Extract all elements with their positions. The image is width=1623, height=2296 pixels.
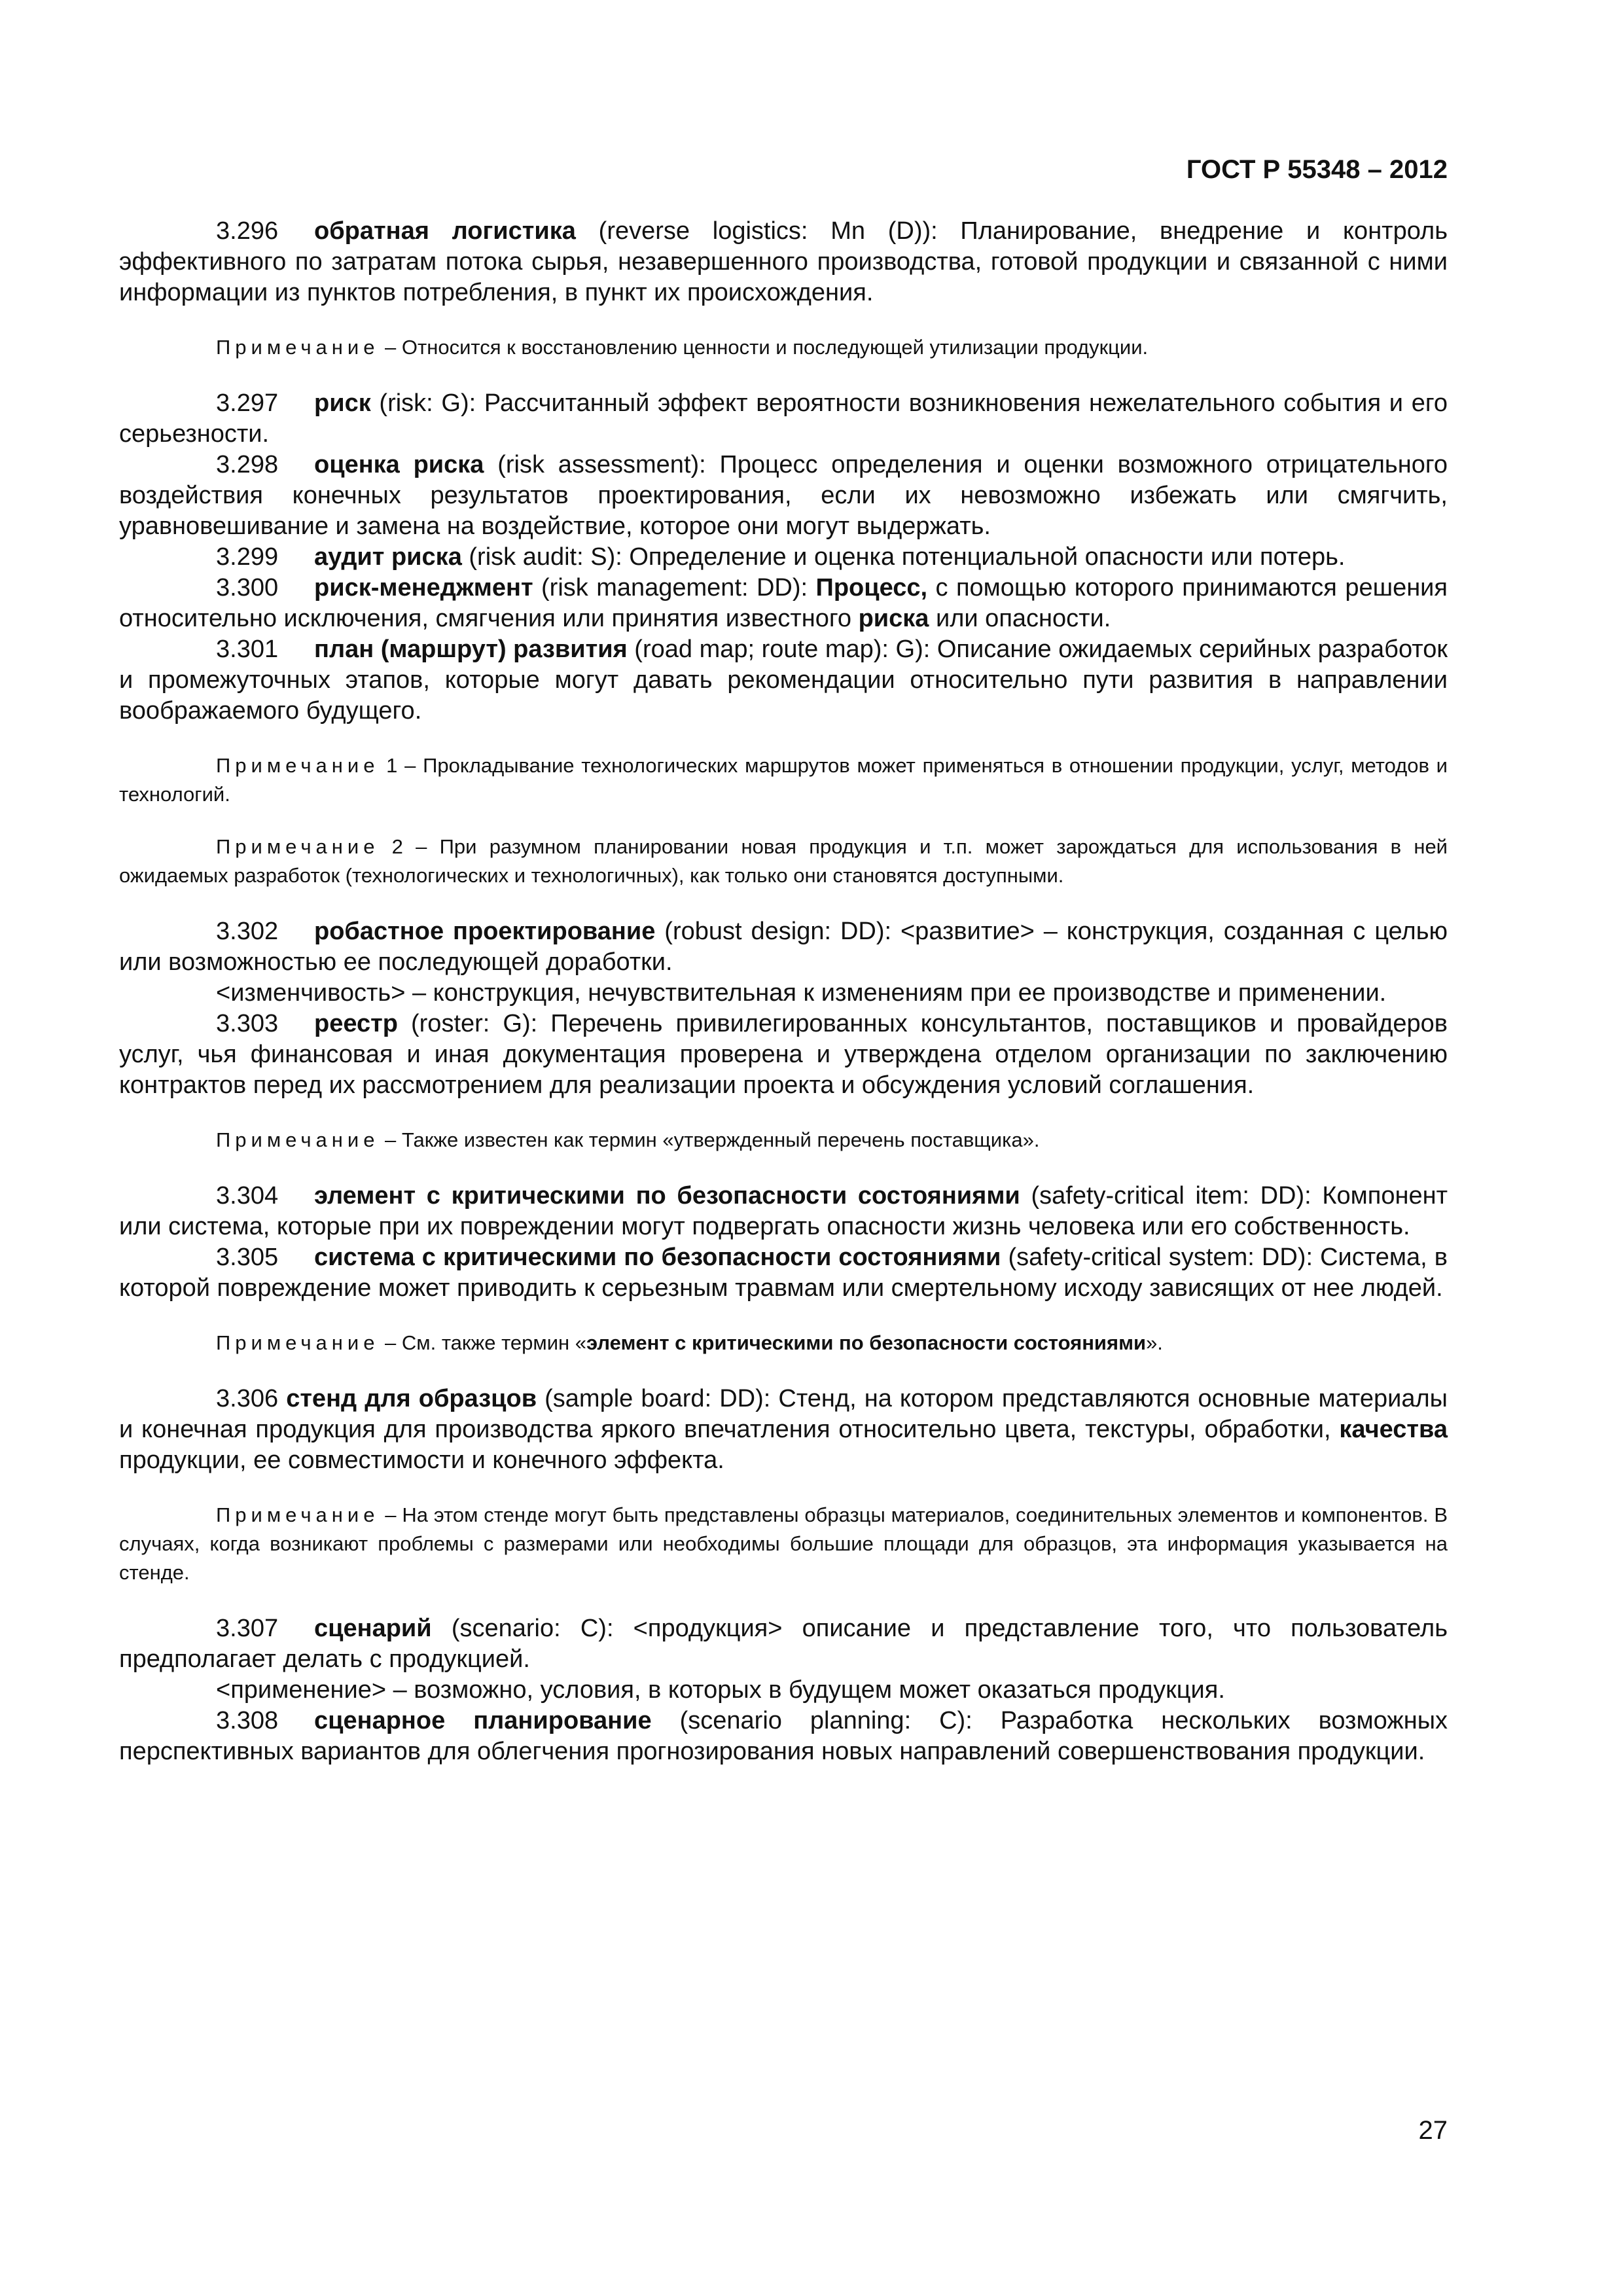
note-3-301-1 (119, 751, 1448, 809)
note-label: Примечание (216, 754, 380, 777)
entry-3-296 (119, 216, 1448, 308)
entry-3-300 (119, 573, 1448, 634)
note-text: – Также известен как термин «утвержденный перечень поставщика». (379, 1128, 1040, 1151)
note-label: Примечание (216, 835, 380, 858)
entry-text: (safety-critical item: DD): Компонент или система, которые при их повреждении могут подвергать опасности жизнь человека или его собственность. (119, 1182, 1448, 1240)
entry-term: элемент с критическими по безопасности состояниями (314, 1182, 1020, 1210)
note-label: Примечание (216, 336, 380, 359)
entry-text: продукции, ее совместимости и конечного эффекта. (119, 1446, 724, 1474)
entry-number: 3.298 (216, 451, 279, 478)
entry-term: риск-менеджмент (314, 574, 533, 601)
entry-term: сценарное планирование (314, 1707, 652, 1734)
note-3-306 (119, 1501, 1448, 1587)
page-number: 27 (1418, 2116, 1448, 2145)
entry-text: (risk assessment): Процесс определения и оценки возможного отрицательного воздействия конечных результатов проектирования, если их невозможно избежать или смягчить, уравновешивание и замена на воздействие, которое они могут выдержать. (119, 451, 1448, 540)
entry-term: робастное проектирование (314, 918, 656, 945)
entry-number: 3.306 (216, 1385, 279, 1412)
note-3-296 (119, 333, 1448, 362)
note-text: ». (1146, 1331, 1163, 1354)
entry-number: 3.301 (216, 636, 279, 663)
note-3-305 (119, 1329, 1448, 1357)
entry-term: оценка риска (314, 451, 484, 478)
entry-number: 3.299 (216, 543, 279, 571)
entry-text: (robust design: DD): <развитие> – конструкция, созданная с целью или возможностью ее последующей доработки. (119, 918, 1448, 976)
entry-bold-ref: Процесс, (815, 574, 928, 601)
entry-term: реестр (314, 1010, 398, 1037)
entry-text: (safety-critical system: DD): Система, в которой повреждение может приводить к серьезным травмам или смертельному исходу зависящих от нее людей. (119, 1244, 1448, 1302)
entry-term: план (маршрут) развития (314, 636, 628, 663)
entry-3-306 (119, 1384, 1448, 1476)
entry-bold-ref: риска (858, 605, 929, 632)
entry-3-302-continuation: <изменчивость> – конструкция, нечувствительная к изменениям при ее производстве и применении. (216, 979, 1387, 1007)
note-text: 2 – При разумном планировании новая продукция и т.п. может зарождаться для использования в ней ожидаемых разработок (технологических и технологичных), как только они становятся доступными. (119, 835, 1448, 887)
entry-3-301 (119, 634, 1448, 726)
entry-3-307-continuation: <применение> – возможно, условия, в которых в будущем может оказаться продукция. (216, 1676, 1225, 1704)
entry-number: 3.303 (216, 1010, 279, 1037)
entry-3-302 (119, 916, 1448, 978)
entry-number: 3.304 (216, 1182, 279, 1210)
entry-number: 3.296 (216, 217, 279, 245)
entry-number: 3.300 (216, 574, 279, 601)
entry-text: (roster: G): Перечень привилегированных консультантов, поставщиков и провайдеров услуг, чья финансовая и иная документация проверена и утверждена отделом организации по заключению контрактов перед их рассмотрением для реализации проекта и обсуждения условий соглашения. (119, 1010, 1448, 1099)
entry-bold-ref: качества (1339, 1416, 1448, 1443)
note-bold-ref: элемент с критическими по безопасности состояниями (586, 1331, 1147, 1354)
note-label: Примечание (216, 1503, 380, 1526)
entry-3-305 (119, 1242, 1448, 1304)
entry-text: (reverse logistics: Mn (D)): Планирование, внедрение и контроль эффективного по затратам потока сырья, незавершенного производства, готовой продукции и связанной с ними информации из пунктов потребления, в пункт их происхождения. (119, 217, 1448, 306)
entry-text: или опасности. (929, 605, 1111, 632)
entry-number: 3.297 (216, 389, 279, 417)
entry-3-307 (119, 1613, 1448, 1675)
note-text: 1 – Прокладывание технологических маршрутов может применяться в отношении продукции, услуг, методов и технологий. (119, 754, 1448, 806)
note-text: – Относится к восстановлению ценности и последующей утилизации продукции. (379, 336, 1149, 359)
entry-text: (scenario: C): <продукция> описание и представление того, что пользователь предполагает делать с продукцией. (119, 1615, 1448, 1673)
entry-number: 3.305 (216, 1244, 279, 1271)
entry-text: (risk audit: S): Определение и оценка потенциальной опасности или потерь. (461, 543, 1346, 571)
entry-text: (risk: G): Рассчитанный эффект вероятности возникновения нежелательного события и его серьезности. (119, 389, 1448, 448)
entry-3-304 (119, 1181, 1448, 1242)
entry-term: обратная логистика (314, 217, 576, 245)
note-label: Примечание (216, 1128, 380, 1151)
document-page (119, 0, 1448, 2296)
entry-text: (sample board: DD): Стенд, на котором представляются основные материалы и конечная продукция для производства яркого впечатления относительно цвета, текстуры, обработки, (119, 1385, 1448, 1443)
entry-term: аудит риска (314, 543, 462, 571)
note-text: – См. также термин « (379, 1331, 587, 1354)
entry-text: (scenario planning: C): Разработка нескольких возможных перспективных вариантов для облегчения прогнозирования новых направлений совершенствования продукции. (119, 1707, 1448, 1765)
note-label: Примечание (216, 1331, 380, 1354)
document-body (119, 216, 1448, 1767)
entry-3-298 (119, 450, 1448, 542)
entry-3-297 (119, 388, 1448, 450)
entry-number: 3.302 (216, 918, 279, 945)
entry-term: система с критическими по безопасности состояниями (314, 1244, 1001, 1271)
entry-text: с помощью которого принимаются решения относительно исключения, смягчения или принятия известного (119, 574, 1448, 632)
entry-3-299 (119, 542, 1448, 573)
entry-number: 3.308 (216, 1707, 279, 1734)
entry-text: (risk management: DD): (533, 574, 816, 601)
note-3-303 (119, 1126, 1448, 1155)
entry-term: риск (314, 389, 371, 417)
entry-text: (road map; route map): G): Описание ожидаемых серийных разработок и промежуточных этапов, которые могут давать рекомендации относительно пути развития в направлении воображаемого будущего. (119, 636, 1448, 725)
entry-3-303 (119, 1009, 1448, 1101)
note-3-301-2 (119, 833, 1448, 890)
note-text: – На этом стенде могут быть представлены образцы материалов, соединительных элементов и компонентов. В случаях, когда возникают проблемы с размерами или необходимы большие площади для образцов, эта информация указывается на стенде. (119, 1503, 1448, 1584)
entry-term: стенд для образцов (286, 1385, 537, 1412)
entry-term: сценарий (314, 1615, 432, 1642)
entry-3-308 (119, 1706, 1448, 1767)
standard-header: ГОСТ Р 55348 – 2012 (1186, 155, 1448, 184)
entry-number: 3.307 (216, 1615, 279, 1642)
